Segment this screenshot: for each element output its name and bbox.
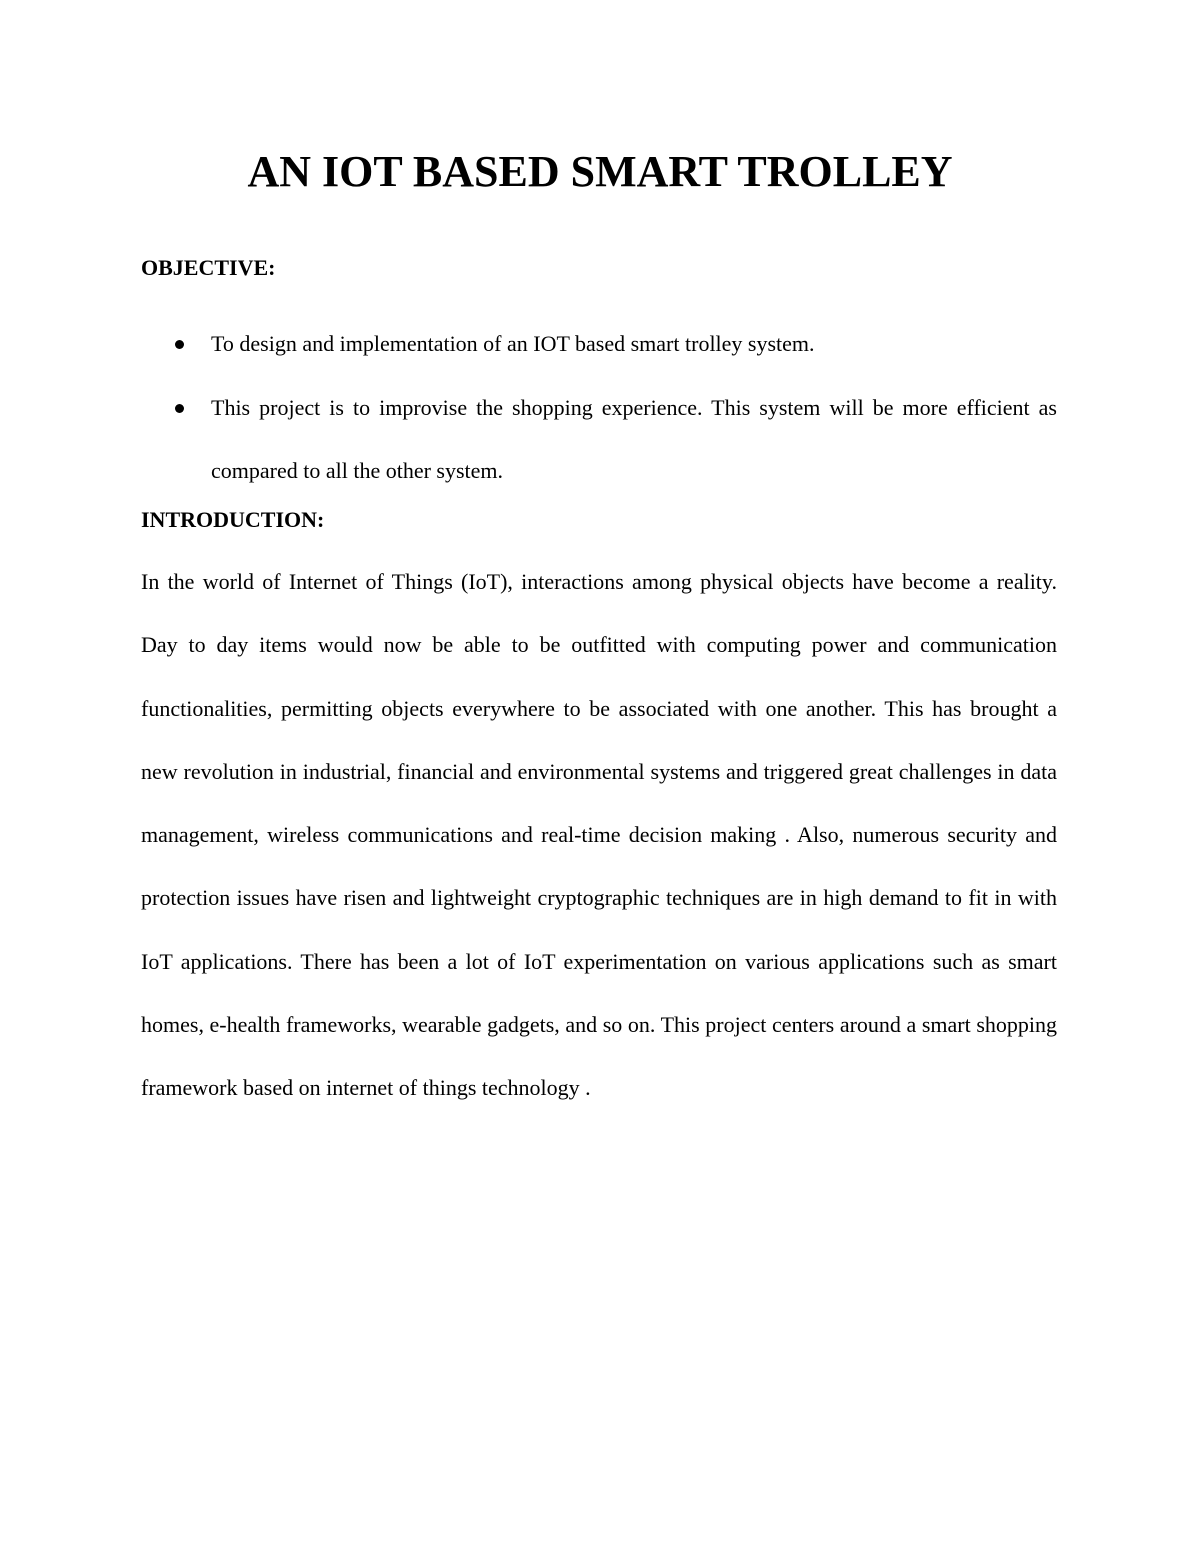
document-title: AN IOT BASED SMART TROLLEY — [247, 147, 953, 196]
introduction-heading: INTRODUCTION: — [141, 507, 325, 532]
bullet-icon — [175, 404, 184, 413]
list-item — [141, 312, 1057, 376]
bullet-text: To design and implementation of an IOT based smart trolley system. — [211, 331, 815, 356]
bullet-text: This project is to improvise the shopping experience. This system will be more efficient as compared to all the other system. — [211, 394, 1057, 483]
bullet-icon — [175, 340, 184, 349]
introduction-paragraph: In the world of Internet of Things (IoT), interactions among physical objects have become a reality. Day to day items would now be able to be outfitted with computing power and communication functionalities, permitting objects everywhere to be associated with one another. This has brought a new revolution in industrial, financial and environmental systems and triggered great challenges in data management, wireless communications and real-time decision making . Also, numerous security and protection issues have risen and lightweight cryptographic techniques are in high demand to fit in with IoT applications. There has been a lot of IoT experimentation on various applications such as smart homes, e-health frameworks, wearable gadgets, and so on. This project centers around a smart shopping framework based on internet of things technology . — [141, 569, 1057, 1101]
list-item — [141, 376, 1057, 503]
objective-heading: OBJECTIVE: — [141, 255, 276, 280]
objective-bullet-list — [141, 312, 1057, 503]
